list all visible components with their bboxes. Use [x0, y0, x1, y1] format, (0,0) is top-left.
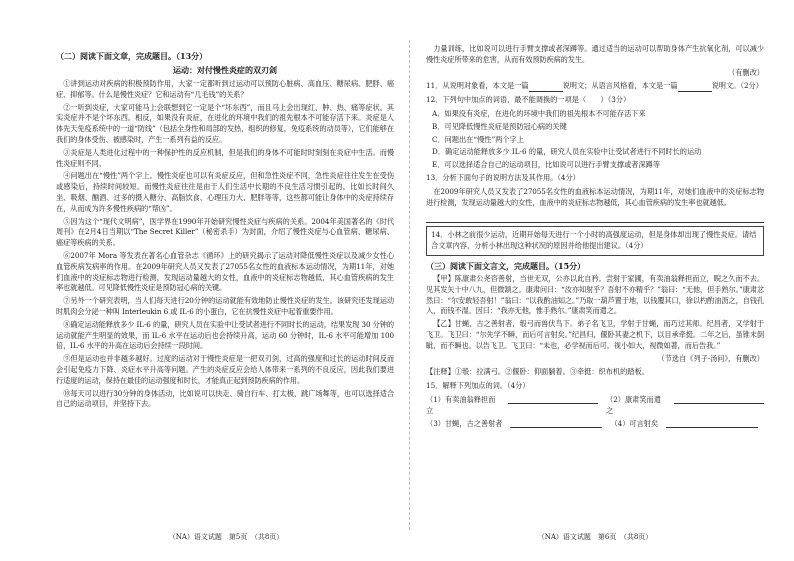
annotations: 【注释】①彀：拉满弓。②偃卧：仰面躺着。③牵挺：织布机的踏板。 — [426, 367, 649, 377]
answer-blank[interactable] — [510, 419, 602, 428]
answer-blank[interactable] — [678, 84, 712, 92]
section-heading: （三）阅读下面文言文，完成题目。（15分） — [426, 260, 586, 271]
paragraph: ⑧确定运动能释放多少 IL-6 的量，研究人员在实验中让受试者进行不同时长的运动，结果发现 30 分钟的运动就能产生明显的效果，而 IL-6 水平在运动后也会持续升高，运动 60 分钟时，IL-6 水平可能增加 100 倍，IL-6 水平的升高在运动后会持续一段时间。 — [56, 319, 394, 351]
page-footer: （NA）语文试题 第5页 （共8页） — [168, 533, 284, 541]
question-15-row — [426, 395, 764, 417]
paragraph: ⑥2007年 Mora 等发表在著名心血管杂志《循环》上的研究揭示了运动对降低慢性炎症以及减少女性心血管疾病发病率的作用。在2009年研究人员又发表了27055名女性的血液标本运动情况，为期11年，对她们血液中的炎症标志物进行检测，发现运动量越大的女性，血液中的炎症标志物越低，其心血管疾病的发生率也就越低。可见降低慢性炎症是预防冠心病的关键。 — [56, 250, 394, 293]
question-15-row — [426, 419, 764, 430]
question-13-quote: 在2009年研究人员又发表了27055名女性的血液标本运动情况，为期11年，对她们血液中的炎症标志物进行检测，发现运动量越大的女性，血液中的炎症标志物越低，其心血管疾病的发生率也就越低。 — [426, 186, 764, 207]
answer-blank[interactable] — [666, 419, 758, 428]
source-note: （节选自《列子·汤问》，有删改） — [657, 353, 764, 363]
option-a[interactable]: A．如果没有炎症，在进化的环境中我们的祖先根本不可能存活下来 — [432, 108, 646, 118]
right-page — [426, 44, 764, 431]
question-15: 15．解释下列加点的词。（4分） — [426, 381, 530, 391]
paragraph: ②一听到炎症，大家可能马上会联想到它一定是个“坏东西”，而且马上会出现红、肿、热、痛等症状。其实炎症并不是个坏东西。相反，如果没有炎症，在进化的环境中我们的祖先根本不可能存活下来。炎症是人体先天免疫系统中的一道“防线”（包括全身性和局部的发热，组织的修复，免疫系统的动员等），它们能够在我们的身体受伤、被感染时，产生一系列有益的反应。 — [56, 102, 394, 144]
question-14: 14．小林之前很少运动，近期开始每天进行一个小时的高强度运动，但是身体却出现了慢性炎症。请结合文章内容，分析小林出现这种状况的原因并给他提出建议。（4分） — [426, 226, 764, 256]
question-13: 13．分析下面句子的说明方法及其作用。（4分） — [426, 172, 580, 182]
option-e[interactable]: E．可以选择适合自己的运动项目，比如说可以进行手臂支撑或者深蹲等 — [432, 160, 661, 170]
option-b[interactable]: B．可见降低慢性炎症是预防冠心病的关键 — [432, 121, 567, 131]
left-page — [56, 50, 394, 412]
paragraph: ⑦另外一个研究表明，当人们每天进行20分钟的运动就能有效地防止慢性炎症的发生。该研究还发现运动时肌肉会分泌一种叫 Interleukin 6 或 IL-6 的小蛋白，它在抗慢性炎症中起着重要作用。 — [56, 296, 394, 316]
q15-item: （1）有卖油翁释担而立 — [426, 394, 496, 415]
paragraph: ⑤因为这个“现代文明病”，医学界在1990年开始研究慢性炎症与疾病的关系。2004年美国著名的《时代周刊》在2月4日当期以“The Secret Killer”（秘密杀手）为封面，介绍了慢性炎症与心血管病、糖尿病、癌症等疾病的关系。 — [56, 216, 394, 248]
paragraph: ③炎症是人类进化过程中的一种保护性的反应机制，但是我们的身体不可能时时刻刻在炎症中生活。而慢性炎症则不同。 — [56, 147, 394, 168]
q15-item: （3）甘蝇，古之善射者 — [426, 418, 503, 428]
paragraph: ④问题出在“慢性”两个字上。慢性炎症也可以有炎症反应，但和急性炎症不同，急性炎症往往发生在受伤或感染后，持续时间较短。而慢性炎症往往是由于人们生活中长期的不良生活习惯引起的，比如长时间久坐、吸烟、酗酒、过多的摄入糖分、高脂饮食、心理压力大、肥胖等等，这些都可能让身体中的炎症持续存在，从而成为许多慢性疾病的“帮凶”。 — [56, 171, 394, 213]
source-note: （有删改） — [728, 67, 764, 77]
q15-item: （2）康肃笑而遣之 — [606, 394, 661, 415]
option-c[interactable]: C．问题出在“慢性”两个字上 — [432, 134, 524, 144]
answer-line[interactable] — [426, 210, 764, 223]
page-divider — [409, 40, 410, 530]
classical-text-yi: 【乙】甘蝇，古之善射者，彀弓而兽伏鸟下。弟子名飞卫，学射于甘蝇，而巧过其师。纪昌者，又学射于飞卫。飞卫曰：“尔先学不瞬，而后可言射矣。”纪昌归，偃卧其妻之机下，以目承牵挺。二年之后，虽锥末倒眦，而不瞬也。以告飞卫。飞卫曰：“未也，必学视而后可。视小如大，视微如著，而后告我。” — [426, 319, 764, 350]
q15-item: （4）可言射矣 — [610, 418, 659, 428]
page-footer: （NA）语文试题 第6页 （共8页） — [537, 533, 653, 541]
question-12: 12．下列句中加点的词语，最不能调换的一项是（ ）（3分） — [426, 95, 631, 105]
answer-blank[interactable] — [674, 395, 764, 404]
classical-text-jia: 【甲】陈康肃公尧咨善射，当世无双，公亦以此自矜。尝射于家圃，有卖油翁释担而立，睨之久而不去。见其发矢十中八九，但微颔之。康肃问曰：“汝亦知射乎？吾射不亦精乎？”翁曰：“无他，但手熟尔。”康肃忿然曰：“尔安敢轻吾射！”翁曰：“以我酌油知之。”乃取一葫芦置于地，以钱覆其口，徐以杓酌油沥之，自钱孔入，而钱不湿。因曰：“我亦无他，惟手熟尔。”康肃笑而遣之。 — [426, 273, 764, 316]
paragraph: ⑨但是运动也并非越多越好。过度的运动对于慢性炎症是一把双刃剑，过高的强度和过长的运动时间反而会引起免疫力下降、炎症水平升高等问题。产生的炎症反应会给人体带来一系列的不良反应，因此我们要进行适度的运动，保持在最佳的运动强度和时长，才能真正起到预防疾病的作用。 — [56, 354, 394, 385]
answer-blank[interactable] — [508, 395, 598, 404]
option-d[interactable]: D．确定运动能释放多少 IL-6 的量，研究人员在实验中让受试者进行不同时长的运动 — [432, 147, 702, 157]
section-heading: （二）阅读下面文章，完成题目。（13分） — [56, 51, 208, 61]
paragraph: 力量训练，比如说可以进行手臂支撑或者深蹲等。通过适当的运动可以帮助身体产生抗氧化剂，可以减少慢性炎症所带来的危害，从而有效预防疾病的发生。 — [426, 44, 764, 64]
question-11: 11．从说明对象看，本文是一篇 说明文；从语言风格看，本文是一篇 说明文。（2分） — [426, 81, 763, 91]
paragraph: ①讲到运动对疾病的积极预防作用，大家一定都听到过运动可以预防心脏病、高血压、糖尿病、肥胖、癌症、抑郁等。什么是慢性炎症？它和运动有“几毛钱”的关系？ — [56, 79, 394, 99]
paragraph: ⑩每天可以进行30分钟的身体活动，比如说可以快走、骑自行车、打太极、跳广场舞等，也可以选择适合自己的运动项目，并坚持下去。 — [56, 388, 394, 409]
answer-blank[interactable] — [529, 84, 563, 92]
article-title: 运动：对付慢性炎症的双刃剑 — [173, 65, 277, 75]
